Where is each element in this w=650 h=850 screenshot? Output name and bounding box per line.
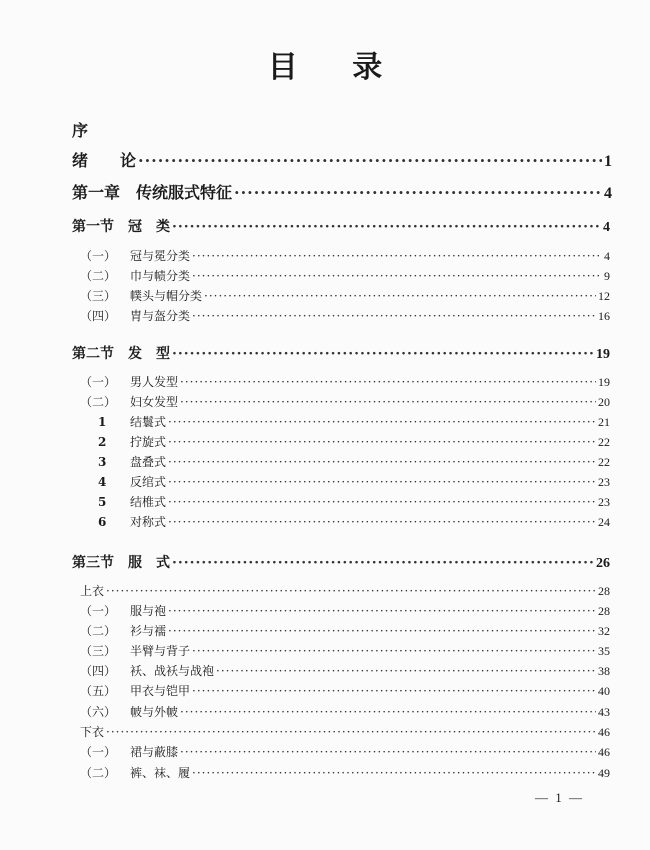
leader-dots: [180, 705, 596, 719]
leader-dots: [192, 684, 596, 698]
toc-page: 46: [598, 725, 610, 739]
toc-page: 4: [604, 185, 612, 202]
leader-dots: [168, 604, 596, 618]
leader-dots: [172, 555, 594, 571]
toc-page: 32: [598, 624, 610, 638]
toc-number: （二）: [80, 269, 117, 283]
toc-number: 2: [98, 435, 107, 449]
toc-entry-chapter-1[interactable]: [72, 180, 612, 203]
toc-label: 服与袍: [130, 604, 167, 618]
toc-label: 甲衣与铠甲: [130, 684, 191, 698]
leader-dots: [168, 515, 596, 529]
leader-dots: [168, 495, 596, 509]
toc-entry-section-3[interactable]: [72, 552, 610, 572]
toc-entry[interactable]: [80, 433, 610, 450]
leader-dots: [168, 415, 596, 429]
toc-label: 男人发型: [130, 375, 179, 389]
toc-entry[interactable]: [80, 513, 610, 530]
toc-label: 巾与帻分类: [130, 269, 191, 283]
toc-page: 23: [598, 475, 610, 489]
page-number: — 1 —: [535, 790, 584, 805]
toc-entry[interactable]: [80, 373, 610, 390]
toc-number: 5: [98, 495, 107, 509]
toc-label: 第一节 冠 类: [72, 219, 170, 235]
toc-number: （一）: [80, 604, 117, 618]
toc-label: 拧旋式: [130, 435, 167, 449]
toc-entry-section-2[interactable]: [72, 343, 610, 363]
toc-page: 43: [598, 705, 610, 719]
toc-entry-introduction[interactable]: [72, 148, 612, 171]
toc-page: 19: [598, 375, 610, 389]
leader-dots: [234, 183, 602, 202]
toc-label: 序: [72, 121, 89, 140]
toc-page: 26: [596, 556, 610, 571]
leader-dots: [192, 309, 596, 323]
toc-page: 46: [598, 745, 610, 759]
leader-dots: [180, 745, 596, 759]
toc-entry[interactable]: [80, 307, 610, 324]
toc-entry[interactable]: [80, 642, 610, 659]
toc-number: （一）: [80, 375, 117, 389]
toc-page: 4: [604, 249, 610, 263]
toc-page: 1: [604, 153, 612, 170]
toc-entry[interactable]: [80, 602, 610, 619]
leader-dots: [106, 584, 596, 598]
toc-page: 23: [598, 495, 610, 509]
toc-label: 衫与襦: [130, 624, 167, 638]
toc-label: 帔与外帔: [130, 705, 179, 719]
toc-page: 49: [598, 766, 610, 780]
toc-label: 第二节 发 型: [72, 346, 170, 362]
toc-page: 12: [598, 289, 610, 303]
toc-page: 9: [604, 269, 610, 283]
leader-dots: [192, 249, 602, 263]
toc-label: 结椎式: [130, 495, 167, 509]
toc-label: 上衣: [80, 584, 105, 598]
toc-entry-section-1[interactable]: [72, 216, 610, 236]
toc-entry[interactable]: [80, 287, 610, 304]
toc-page: 22: [598, 455, 610, 469]
leader-dots: [168, 435, 596, 449]
leader-dots: [168, 624, 596, 638]
toc-label: 妇女发型: [130, 395, 179, 409]
toc-entry[interactable]: [80, 413, 610, 430]
toc-label: 第三节 服 式: [72, 555, 170, 571]
toc-page: 28: [598, 584, 610, 598]
leader-dots: [168, 455, 596, 469]
toc-label: 幞头与帽分类: [130, 289, 203, 303]
toc-number: （四）: [80, 309, 117, 323]
leader-dots: [192, 766, 596, 780]
leader-dots: [138, 151, 602, 170]
leader-dots: [180, 375, 596, 389]
page-title: 目 录: [267, 50, 405, 85]
toc-label: 胄与盔分类: [130, 309, 191, 323]
toc-entry[interactable]: [80, 622, 610, 639]
toc-label: 裙与蔽膝: [130, 745, 179, 759]
leader-dots: [192, 644, 596, 658]
leader-dots: [204, 289, 596, 303]
toc-page: 22: [598, 435, 610, 449]
toc-number: （三）: [80, 289, 117, 303]
toc-number: 4: [98, 475, 107, 489]
toc-number: （一）: [80, 249, 117, 263]
toc-entry[interactable]: [80, 682, 610, 699]
toc-label: 下衣: [80, 725, 105, 739]
leader-dots: [172, 346, 594, 362]
toc-page: 24: [598, 515, 610, 529]
toc-entry[interactable]: [80, 453, 610, 470]
toc-number: （二）: [80, 766, 117, 780]
toc-entry[interactable]: [80, 473, 610, 490]
toc-label: 盘叠式: [130, 455, 167, 469]
toc-entry[interactable]: [80, 267, 610, 284]
leader-dots: [172, 219, 601, 235]
leader-dots: [106, 725, 596, 739]
toc-number: 1: [98, 415, 107, 429]
leader-dots: [180, 395, 596, 409]
toc-number: （六）: [80, 705, 117, 719]
toc-entry[interactable]: [80, 743, 610, 760]
toc-number: （二）: [80, 624, 117, 638]
toc-number: （一）: [80, 745, 117, 759]
toc-label: 对称式: [130, 515, 167, 529]
toc-page: 38: [598, 664, 610, 678]
leader-dots: [216, 664, 596, 678]
toc-entry[interactable]: [80, 662, 610, 679]
toc-label: 第一章 传统服式特征: [72, 183, 233, 202]
toc-entry[interactable]: [80, 764, 610, 781]
toc-label: 袄、战袄与战袍: [130, 664, 215, 678]
toc-number: 6: [98, 515, 107, 529]
toc-number: （五）: [80, 684, 117, 698]
toc-label: 裤、袜、履: [130, 766, 191, 780]
toc-entry[interactable]: [80, 582, 610, 599]
toc-page: 40: [598, 684, 610, 698]
toc-entry[interactable]: [80, 247, 610, 264]
toc-entry[interactable]: [80, 723, 610, 740]
toc-page: 19: [596, 347, 610, 362]
toc-entry[interactable]: [80, 393, 610, 410]
toc-label: 结鬟式: [130, 415, 167, 429]
toc-number: （四）: [80, 664, 117, 678]
toc-number: （二）: [80, 395, 117, 409]
toc-page: 28: [598, 604, 610, 618]
toc-entry[interactable]: [80, 703, 610, 720]
leader-dots: [192, 269, 602, 283]
toc-label: 反绾式: [130, 475, 167, 489]
toc-page: 20: [598, 395, 610, 409]
toc-entry[interactable]: [80, 493, 610, 510]
toc-page: 16: [598, 309, 610, 323]
toc-page: 21: [598, 415, 610, 429]
toc-label: 冠与冕分类: [130, 249, 191, 263]
leader-dots: [168, 475, 596, 489]
toc-number: （三）: [80, 644, 117, 658]
toc-number: 3: [98, 455, 107, 469]
toc-preface[interactable]: [72, 118, 88, 141]
toc-label: 绪 论: [72, 151, 137, 170]
toc-page: 35: [598, 644, 610, 658]
toc-label: 半臂与背子: [130, 644, 191, 658]
toc-page: 4: [603, 220, 610, 235]
